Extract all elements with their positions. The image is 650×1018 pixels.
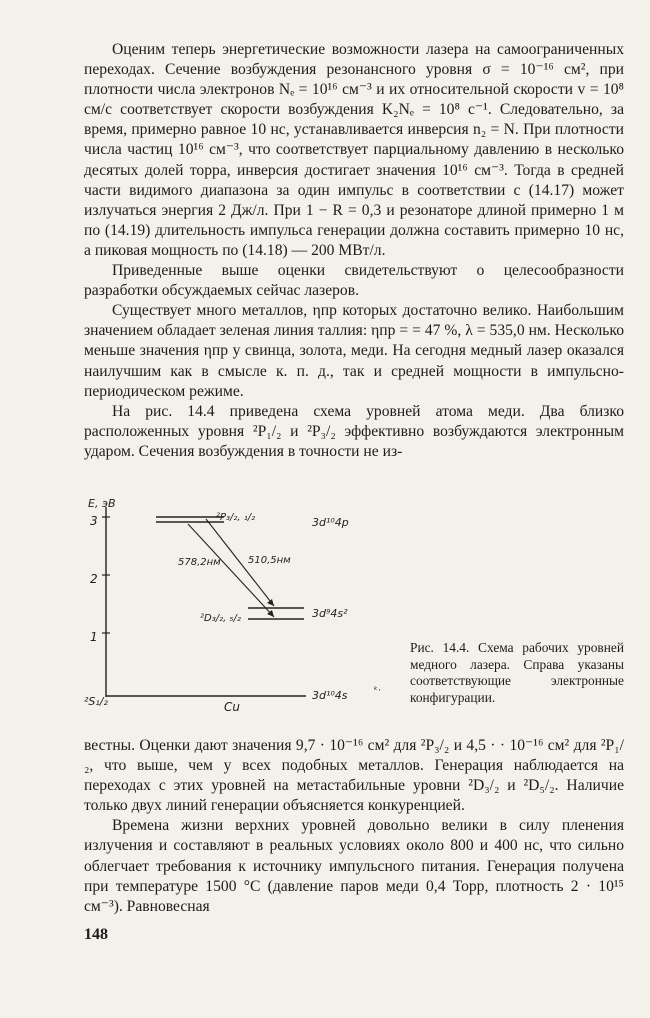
lower-level-label: ²D₃/₂, ₅/₂ bbox=[200, 613, 241, 624]
element-label: Cu bbox=[224, 700, 240, 714]
ground-state-label: ²S₁/₂ bbox=[84, 695, 108, 708]
axis-label: E, эВ bbox=[88, 497, 116, 510]
paragraph: Существует много металлов, ηпр которых достаточно велико. Наибольшим значением обладает зеленая линия таллия: ηпр = = 47 %, λ = 535,0 нм. Несколько меньше значения ηпр у свинца, золота, меди. На сегодня медный лазер оказался наилучшим как в смысле к. п. д., так и средней мощности в импульсно-периодическом режиме. bbox=[84, 302, 624, 400]
tick-label: 1 bbox=[90, 630, 98, 644]
config-middle-label: 3d⁹4s² bbox=[312, 607, 348, 620]
transition-label: 578,2нм bbox=[178, 557, 221, 568]
config-upper-label: 3d¹⁰4p bbox=[312, 516, 349, 529]
tick-label: 2 bbox=[90, 572, 98, 586]
ground-suffix: ᵏ· bbox=[374, 686, 381, 696]
transition-label: 510,5нм bbox=[248, 555, 291, 566]
paragraph: вестны. Оценки дают значения 9,7 · 10⁻¹⁶ см² для ²P₃/₂ и 4,5 · · 10⁻¹⁶ см² для ²P₁/₂, что выше, чем у всех подобных металлов. Генерация наблюдается на переходах с этих уровней на метастабильные уровни ²D₃/₂ и ²D₅/₂. Наличие только двух линий генерации объясняется конкуренцией. bbox=[84, 737, 624, 815]
config-ground-label: 3d¹⁰4s bbox=[312, 689, 348, 702]
paragraph: Времена жизни верхних уровней довольно велики в силу пленения излучения и составляют в реальных условиях около 800 и 400 нс, что сильно облегчает требования к источнику импульсного питания. Генерация получена при температуре 1500 °С (давление паров меди 0,4 Торр, плотность 2 · 10¹⁵ см⁻³). Равновесная bbox=[84, 817, 624, 915]
paragraph: Приведенные выше оценки свидетельствуют о целесообразности разработки обсуждаемых сейчас лазеров. bbox=[84, 262, 624, 300]
upper-level-label: ²P₃/₂, ₁/₂ bbox=[216, 512, 256, 523]
paragraph: На рис. 14.4 приведена схема уровней атома меди. Два близко расположенных уровня ²P₁/₂ и ²P₃/₂ эффективно возбуждаются электронным ударом. Сечения возбуждения в точности не из- bbox=[84, 402, 624, 460]
text-top bbox=[84, 40, 624, 462]
arrowhead bbox=[267, 599, 274, 606]
text-bottom bbox=[84, 736, 624, 917]
tick-label: 3 bbox=[90, 514, 98, 528]
figure-caption: Рис. 14.4. Схема рабочих уровней медного лазера. Справа указаны соответствующие электронные конфигурации. bbox=[410, 640, 624, 705]
paragraph: Оценим теперь энергетические возможности лазера на самоограниченных переходах. Сечение возбуждения резонансного уровня σ = 10⁻¹⁶ см², при плотности числа электронов Nₑ = 10¹⁶ см⁻³ и их относительной скорости v = 10⁸ см/с соответствует скорости возбуждения K₂Nₑ = 10⁸ с⁻¹. Следовательно, за время, примерно равное 10 нс, устанавливается инверсия n₂ = N. При плотности числа частиц 10¹⁶ см⁻³, что соответствует парциальному давлению в несколько десятых долей торра, инверсия достигает значения 10¹⁶ см⁻³. Тогда в средней части видимого диапазона за один импульс в соответствии с (14.17) может излучаться энергия 2 Дж/л. При 1 − R = 0,3 и резонаторе длиной примерно 1 м по (14.19) длительность импульса генерации должна составить примерно 10 нс, а пиковая мощность по (14.18) — 200 МВт/л. bbox=[84, 41, 624, 259]
transition-arrow bbox=[188, 524, 274, 617]
page-number: 148 bbox=[84, 926, 108, 943]
